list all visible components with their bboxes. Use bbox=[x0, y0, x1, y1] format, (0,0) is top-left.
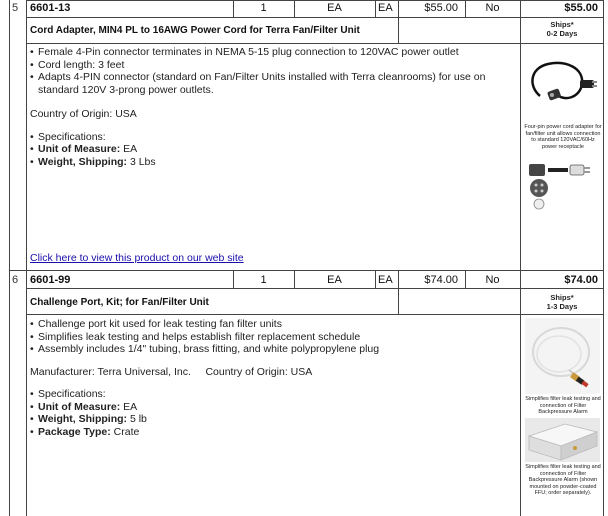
spec-value: EA bbox=[120, 143, 138, 155]
specifications-label: • Specifications: bbox=[30, 388, 516, 401]
spec-item bbox=[30, 413, 516, 426]
product-sku: 6601-13 bbox=[30, 2, 71, 14]
specifications-label: • Specifications: bbox=[30, 131, 516, 144]
spec-key: Weight, Shipping: bbox=[38, 155, 128, 168]
unit-secondary: EA bbox=[378, 2, 393, 14]
spec-item bbox=[30, 426, 516, 439]
feature-bullet: • Female 4-Pin connector terminates in NEMA 5-15 plug connection to 120VAC power outlet bbox=[30, 46, 516, 59]
spec-item bbox=[30, 156, 516, 169]
product-web-link[interactable]: Click here to view this product on our web site bbox=[30, 252, 244, 264]
spec-item bbox=[30, 143, 516, 156]
spec-value: 3 Lbs bbox=[127, 155, 156, 168]
image-caption: Simplifies filter leak testing and connection of Filter Backpressure Alarm (shown mounted on powder-coated FFU; order separately). bbox=[525, 464, 601, 496]
quantity: 1 bbox=[260, 2, 267, 14]
spec-key: Unit of Measure: bbox=[38, 400, 121, 413]
unit-price: $55.00 bbox=[424, 2, 458, 14]
spec-value: EA bbox=[120, 400, 138, 413]
ships-label: Ships* bbox=[550, 293, 574, 302]
unit-of-measure: EA bbox=[327, 274, 342, 286]
unit-secondary: EA bbox=[378, 274, 393, 286]
product-title: Cord Adapter, MIN4 PL to 16AWG Power Cord for Terra Fan/Filter Unit bbox=[30, 25, 360, 36]
challenge-port-tubing-image bbox=[525, 318, 600, 394]
row-number: 6 bbox=[12, 274, 19, 286]
ship-days: 0-2 Days bbox=[546, 29, 578, 38]
origin-line: Country of Origin: USA bbox=[30, 108, 137, 120]
feature-bullet: • Adapts 4-PIN connector (standard on Fan/Filter Units installed with Terra cleanrooms) for use on standard 120V 3-prong power outlets. bbox=[30, 71, 516, 96]
ships-label-block bbox=[522, 293, 602, 311]
product-description bbox=[30, 318, 516, 438]
feature-bullet: • Simplifies leak testing and helps establish filter replacement schedule bbox=[30, 331, 516, 344]
feature-bullet: • Cord length: 3 feet bbox=[30, 59, 516, 72]
line-total: $55.00 bbox=[564, 2, 598, 14]
ships-label-block bbox=[522, 20, 602, 38]
row-number: 5 bbox=[12, 2, 19, 14]
quantity: 1 bbox=[260, 274, 267, 286]
product-title: Challenge Port, Kit; for Fan/Filter Unit bbox=[30, 297, 209, 308]
feature-bullet: • Challenge port kit used for leak testing fan filter units bbox=[30, 318, 516, 331]
origin-line: Manufacturer: Terra Universal, Inc. Country of Origin: USA bbox=[30, 365, 313, 378]
spec-value: Crate bbox=[110, 425, 140, 438]
spec-key: Package Type: bbox=[38, 425, 111, 438]
image-caption: Simplifies filter leak testing and connection of Filter Backpressure Alarm bbox=[525, 396, 601, 415]
discount-flag: No bbox=[485, 2, 500, 14]
image-caption: Four-pin power cord adapter for fan/filter unit allows connection to standard 120VAC/60Hz power receptacle bbox=[524, 124, 602, 150]
unit-of-measure: EA bbox=[327, 2, 342, 14]
product-description bbox=[30, 46, 516, 168]
filter-unit-image bbox=[525, 418, 600, 462]
spec-value: 5 lb bbox=[127, 413, 147, 425]
unit-price: $74.00 bbox=[424, 274, 458, 286]
product-sku: 6601-99 bbox=[30, 274, 71, 286]
line-total: $74.00 bbox=[564, 274, 598, 286]
power-cord-image bbox=[526, 46, 600, 118]
connector-detail-image bbox=[526, 160, 600, 212]
spec-key: Weight, Shipping: bbox=[38, 413, 128, 425]
ship-days: 1-3 Days bbox=[546, 302, 578, 311]
discount-flag: No bbox=[485, 274, 500, 286]
spec-item bbox=[30, 401, 516, 414]
feature-bullet: • Assembly includes 1/4" tubing, brass fitting, and white polypropylene plug bbox=[30, 343, 516, 356]
spec-key: Unit of Measure: bbox=[38, 143, 121, 155]
ships-label: Ships* bbox=[550, 20, 574, 29]
